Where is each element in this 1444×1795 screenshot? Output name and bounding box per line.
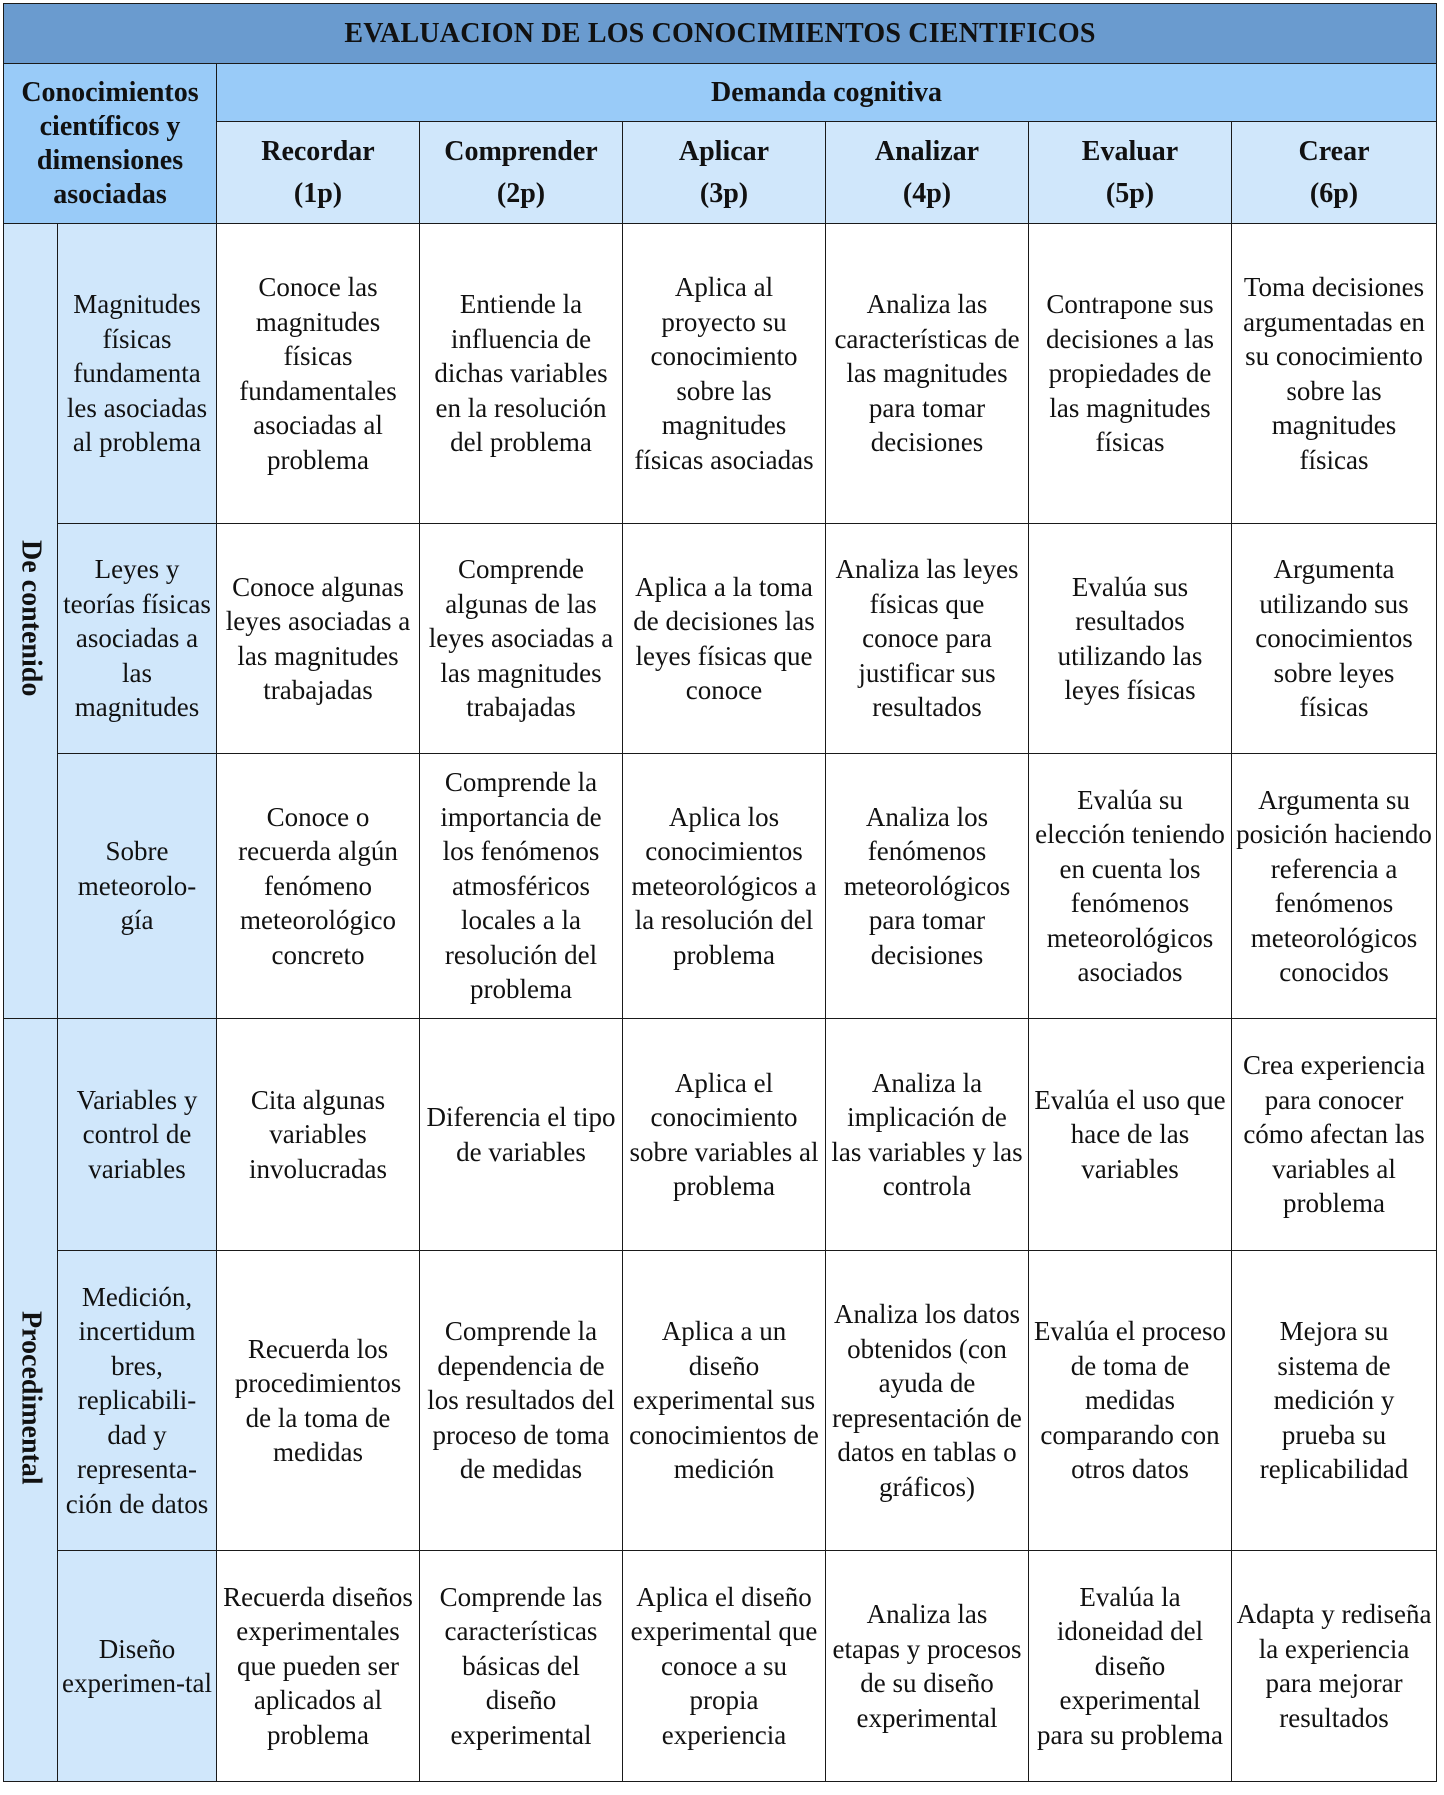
dimension-cell: Diseño experimen-tal [58,1551,217,1782]
corner-header: Conocimientos científicos y dimensiones asociadas [4,64,217,224]
dimension-cell: Magnitudes físicas fundamenta les asociadas al problema [58,224,217,524]
descriptor-cell: Evalúa el uso que hace de las variables [1029,1019,1232,1251]
descriptor-cell: Evalúa sus resultados utilizando las leyes físicas [1029,524,1232,754]
header-row-1 [4,64,1437,122]
descriptor-cell: Analiza los fenómenos meteorológicos para tomar decisiones [826,754,1029,1019]
table-title: EVALUACION DE LOS CONOCIMIENTOS CIENTIFICOS [4,4,1437,64]
level-points: (3p) [699,177,749,209]
descriptor-cell: Aplica los conocimientos meteorológicos a la resolución del problema [623,754,826,1019]
dimension-cell: Medición, incertidum bres, replicabili-dad y representa-ción de datos [58,1251,217,1551]
descriptor-cell: Analiza las características de las magnitudes para tomar decisiones [826,224,1029,524]
descriptor-cell: Entiende la influencia de dichas variables en la resolución del problema [420,224,623,524]
table-row [4,1551,1437,1782]
descriptor-cell: Analiza las leyes físicas que conoce para justificar sus resultados [826,524,1029,754]
level-name: Comprender [444,135,598,167]
level-points: (2p) [496,177,546,209]
dimension-cell: Leyes y teorías físicas asociadas a las magnitudes [58,524,217,754]
level-points: (5p) [1105,177,1155,209]
descriptor-cell: Cita algunas variables involucradas [217,1019,420,1251]
header-row-levels [4,122,1437,224]
descriptor-cell: Aplica el conocimiento sobre variables al problema [623,1019,826,1251]
level-points: (1p) [293,177,343,209]
descriptor-cell: Aplica al proyecto su conocimiento sobre las magnitudes físicas asociadas [623,224,826,524]
descriptor-cell: Argumenta utilizando sus conocimientos sobre leyes físicas [1232,524,1437,754]
group-cell-contenido [4,224,58,1019]
descriptor-cell: Conoce las magnitudes físicas fundamentales asociadas al problema [217,224,420,524]
descriptor-cell: Conoce o recuerda algún fenómeno meteorológico concreto [217,754,420,1019]
descriptor-cell: Comprende algunas de las leyes asociadas a las magnitudes trabajadas [420,524,623,754]
descriptor-cell: Comprende la dependencia de los resultados del proceso de toma de medidas [420,1251,623,1551]
group-label-contenido: De contenido [15,540,47,697]
descriptor-cell: Crea experiencia para conocer cómo afectan las variables al problema [1232,1019,1437,1251]
level-header-analizar [826,122,1029,224]
dimension-cell: Sobre meteorolo-gía [58,754,217,1019]
level-points: (4p) [902,177,952,209]
level-points: (6p) [1309,177,1359,209]
demand-header: Demanda cognitiva [217,64,1437,122]
descriptor-cell: Aplica el diseño experimental que conoce a su propia experiencia [623,1551,826,1782]
descriptor-cell: Argumenta su posición haciendo referencia a fenómenos meteorológicos conocidos [1232,754,1437,1019]
descriptor-cell: Analiza las etapas y procesos de su diseño experimental [826,1551,1029,1782]
descriptor-cell: Comprende la importancia de los fenómenos atmosféricos locales a la resolución del problema [420,754,623,1019]
descriptor-cell: Aplica a un diseño experimental sus conocimientos de medición [623,1251,826,1551]
descriptor-cell: Evalúa la idoneidad del diseño experimental para su problema [1029,1551,1232,1782]
dimension-cell: Variables y control de variables [58,1019,217,1251]
descriptor-cell: Mejora su sistema de medición y prueba su replicabilidad [1232,1251,1437,1551]
level-header-aplicar [623,122,826,224]
table-row [4,224,1437,524]
title-row [4,4,1437,64]
level-name: Recordar [261,135,375,167]
descriptor-cell: Conoce algunas leyes asociadas a las magnitudes trabajadas [217,524,420,754]
level-name: Analizar [874,135,980,167]
group-label-procedimental: Procedimental [15,1310,47,1485]
table-row [4,1019,1437,1251]
level-header-comprender [420,122,623,224]
level-header-crear [1232,122,1437,224]
table-row [4,754,1437,1019]
descriptor-cell: Comprende las características básicas del diseño experimental [420,1551,623,1782]
level-header-evaluar [1029,122,1232,224]
descriptor-cell: Aplica a la toma de decisiones las leyes físicas que conoce [623,524,826,754]
table-row [4,1251,1437,1551]
descriptor-cell: Contrapone sus decisiones a las propiedades de las magnitudes físicas [1029,224,1232,524]
level-name: Crear [1298,135,1370,167]
descriptor-cell: Analiza la implicación de las variables y las controla [826,1019,1029,1251]
descriptor-cell: Toma decisiones argumentadas en su conocimiento sobre las magnitudes físicas [1232,224,1437,524]
descriptor-cell: Recuerda los procedimientos de la toma de medidas [217,1251,420,1551]
level-name: Aplicar [678,135,770,167]
descriptor-cell: Evalúa el proceso de toma de medidas comparando con otros datos [1029,1251,1232,1551]
descriptor-cell: Diferencia el tipo de variables [420,1019,623,1251]
descriptor-cell: Adapta y rediseña la experiencia para mejorar resultados [1232,1551,1437,1782]
level-name: Evaluar [1081,135,1179,167]
descriptor-cell: Analiza los datos obtenidos (con ayuda de representación de datos en tablas o gráficos) [826,1251,1029,1551]
descriptor-cell: Recuerda diseños experimentales que pueden ser aplicados al problema [217,1551,420,1782]
table-row [4,524,1437,754]
descriptor-cell: Evalúa su elección teniendo en cuenta los fenómenos meteorológicos asociados [1029,754,1232,1019]
rubric-table [3,3,1437,1782]
level-header-recordar [217,122,420,224]
group-cell-procedimental [4,1019,58,1782]
